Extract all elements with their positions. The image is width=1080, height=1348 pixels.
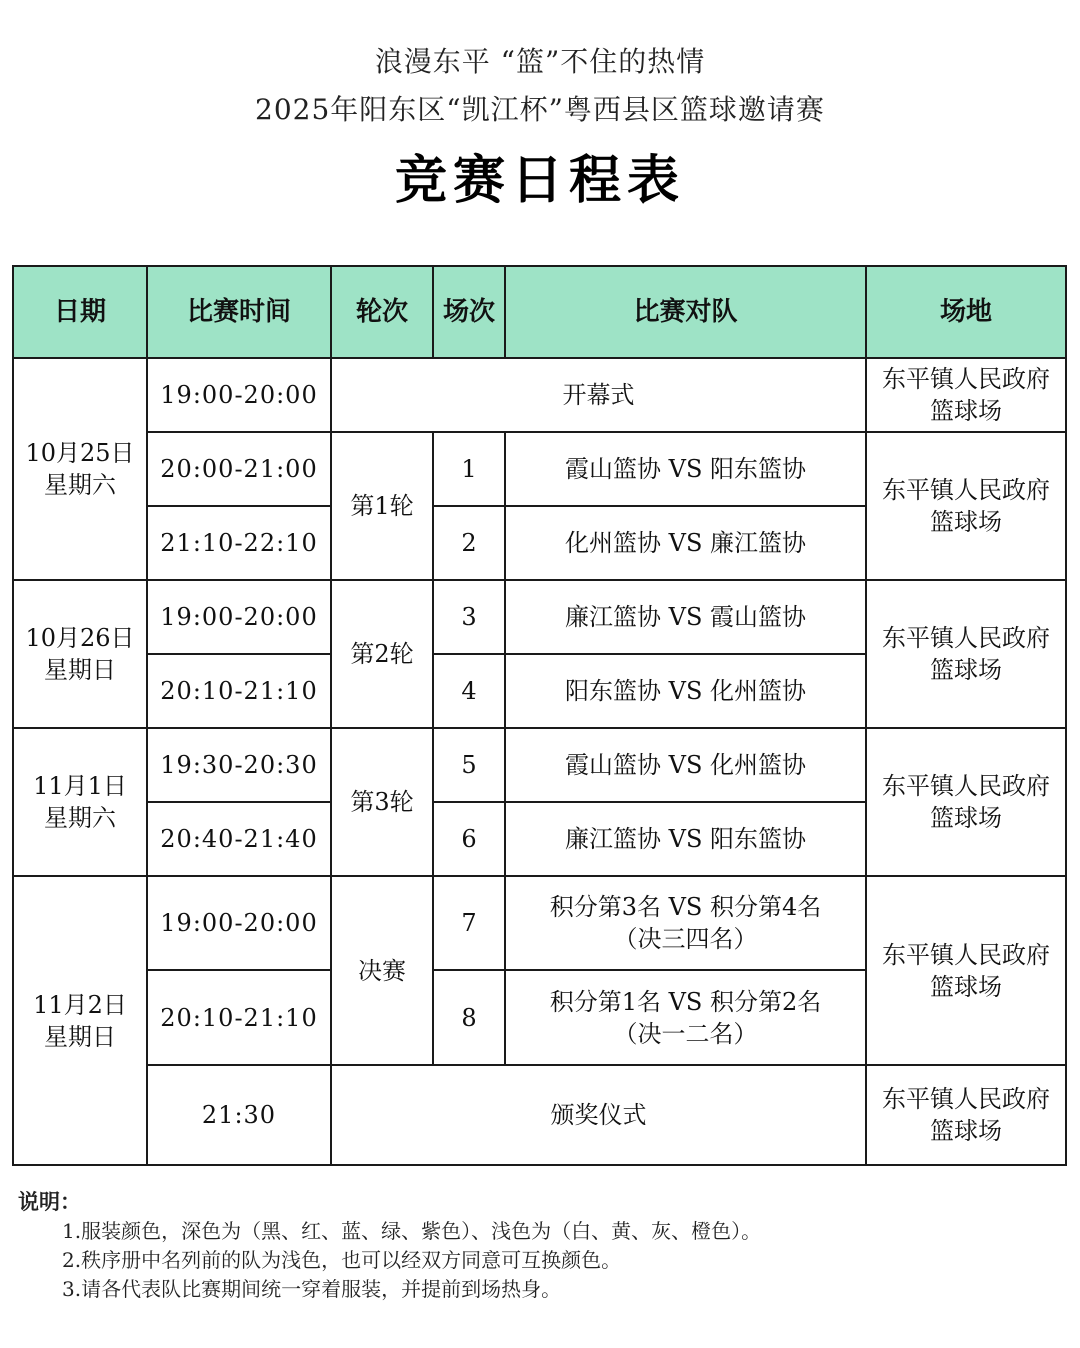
weekday-text: 星期日 [44, 656, 116, 684]
date-cell [13, 358, 147, 580]
table-row [13, 358, 1066, 432]
round-cell: 第1轮 [331, 432, 433, 580]
match-cell: 霞山篮协 VS 化州篮协 [505, 728, 866, 802]
game-cell: 5 [433, 728, 505, 802]
time-cell: 20:10-21:10 [147, 970, 331, 1065]
weekday-text: 星期六 [44, 804, 116, 832]
date-cell [13, 580, 147, 728]
round-cell: 决赛 [331, 876, 433, 1065]
header-round: 轮次 [331, 266, 433, 358]
event-slogan: 浪漫东平 “篮”不住的热情 [374, 45, 706, 78]
table-header-row [13, 266, 1066, 358]
notes-section [18, 1188, 1068, 1304]
time-cell: 19:00-20:00 [147, 358, 331, 432]
match-cell [505, 876, 866, 970]
date-cell [13, 728, 147, 876]
match-note: （决一二名） [613, 1019, 758, 1048]
game-cell: 8 [433, 970, 505, 1065]
venue-cell: 东平镇人民政府篮球场 [866, 876, 1066, 1065]
game-cell: 4 [433, 654, 505, 728]
match-cell: 阳东篮协 VS 化州篮协 [505, 654, 866, 728]
weekday-text: 星期日 [44, 1022, 116, 1051]
schedule-table [12, 265, 1067, 1166]
game-cell: 7 [433, 876, 505, 970]
header-match: 比赛对队 [505, 266, 866, 358]
venue-cell: 东平镇人民政府篮球场 [866, 1065, 1066, 1165]
date-cell [13, 876, 147, 1165]
table-row [13, 580, 1066, 654]
match-cell: 廉江篮协 VS 阳东篮协 [505, 802, 866, 876]
date-text: 10月25日 [25, 439, 135, 467]
time-cell: 19:30-20:30 [147, 728, 331, 802]
note-item: 2.秩序册中名列前的队为浅色，也可以经双方同意可互换颜色。 [62, 1248, 622, 1272]
header-game: 场次 [433, 266, 505, 358]
match-cell: 化州篮协 VS 廉江篮协 [505, 506, 866, 580]
date-text: 10月26日 [25, 624, 135, 652]
date-text: 11月2日 [33, 990, 127, 1019]
match-cell: 廉江篮协 VS 霞山篮协 [505, 580, 866, 654]
venue-cell: 东平镇人民政府篮球场 [866, 358, 1066, 432]
game-cell: 1 [433, 432, 505, 506]
time-cell: 21:10-22:10 [147, 506, 331, 580]
time-cell: 19:00-20:00 [147, 580, 331, 654]
match-note: （决三四名） [613, 925, 758, 953]
ceremony-cell: 颁奖仪式 [331, 1065, 866, 1165]
game-cell: 3 [433, 580, 505, 654]
note-item: 1.服装颜色，深色为（黑、红、蓝、绿、紫色）、浅色为（白、黄、灰、橙色）。 [62, 1219, 762, 1243]
game-cell: 2 [433, 506, 505, 580]
page-title: 竞赛日程表 [394, 151, 685, 211]
venue-cell: 东平镇人民政府篮球场 [866, 580, 1066, 728]
time-cell: 21:30 [147, 1065, 331, 1165]
table-row [13, 432, 1066, 506]
table-row [13, 728, 1066, 802]
match-teams: 积分第1名 VS 积分第2名 [549, 987, 822, 1016]
match-teams: 积分第3名 VS 积分第4名 [549, 893, 822, 921]
time-cell: 20:40-21:40 [147, 802, 331, 876]
header-date: 日期 [13, 266, 147, 358]
notes-heading: 说明： [18, 1190, 81, 1214]
match-cell: 霞山篮协 VS 阳东篮协 [505, 432, 866, 506]
round-cell: 第3轮 [331, 728, 433, 876]
time-cell: 19:00-20:00 [147, 876, 331, 970]
weekday-text: 星期六 [44, 471, 116, 499]
venue-cell: 东平镇人民政府篮球场 [866, 432, 1066, 580]
header-time: 比赛时间 [147, 266, 331, 358]
table-row [13, 1065, 1066, 1165]
event-name: 2025年阳东区“凯江杯”粤西县区篮球邀请赛 [255, 93, 825, 126]
date-text: 11月1日 [33, 772, 127, 800]
table-row [13, 876, 1066, 970]
match-cell [505, 970, 866, 1065]
round-cell: 第2轮 [331, 580, 433, 728]
time-cell: 20:00-21:00 [147, 432, 331, 506]
time-cell: 20:10-21:10 [147, 654, 331, 728]
venue-cell: 东平镇人民政府篮球场 [866, 728, 1066, 876]
header-venue: 场地 [866, 266, 1066, 358]
note-item: 3.请各代表队比赛期间统一穿着服装，并提前到场热身。 [62, 1277, 562, 1301]
ceremony-cell: 开幕式 [331, 358, 866, 432]
game-cell: 6 [433, 802, 505, 876]
